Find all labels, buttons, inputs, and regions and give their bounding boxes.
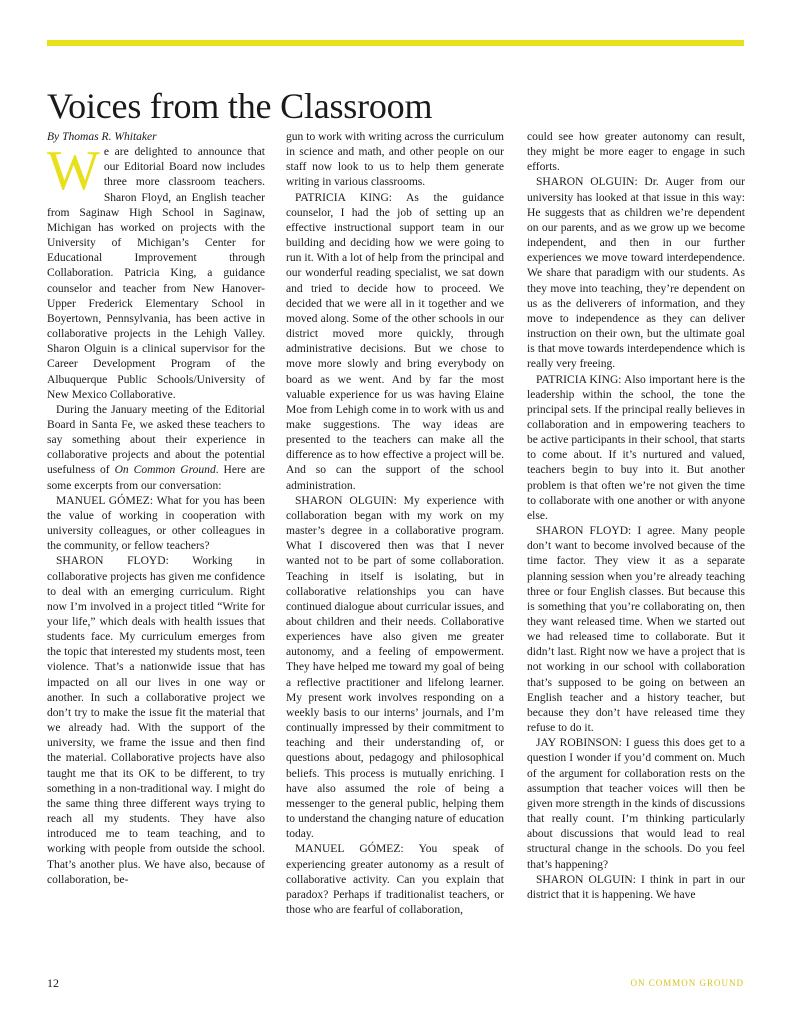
paragraph: could see how greater autonomy can result, they might be more eager to engage in such efforts.: [527, 131, 745, 174]
article-title: Voices from the Classroom: [47, 86, 433, 126]
paragraph-text: . Here are some excerpts from our conversation:: [47, 464, 265, 492]
paragraph-text: During the January meeting of the Editorial Board in Santa Fe, we asked these teachers to say something about their experience in collaborative projects and about the potential usefulness of: [47, 403, 265, 477]
paragraph: [47, 403, 265, 494]
page-number: 12: [47, 976, 59, 990]
article-column-2: [286, 130, 504, 940]
paragraph: SHARON OLGUIN: Dr. Auger from our university has looked at that issue in this way: He suggests that as children we’re dependent on our parents, and as we grow up we become independent, and then in our further experiences we move toward interdependence. We share that paradigm with our students. As they move into teaching, they’re dependent on us as the deliverers of information, and they move to independence as they can deliver instruction on their own, but the ultimate goal is that move towards interdependence which is really very freeing.: [527, 176, 745, 371]
paragraph: PATRICIA KING: Also important here is the leadership within the school, the tone the principal sets. If the principal really believes in collaboration and in empowering teachers to be active participants in their school, that starts to come about. If it’s nurtured and valued, teachers begin to buy into it. But another problem is that often we’re not given the time to collaborate with one another or with anyone else.: [527, 373, 745, 522]
article-column-3: [527, 130, 745, 940]
magazine-name: ON COMMON GROUND: [630, 978, 744, 988]
paragraph: SHARON FLOYD: I agree. Many people don’t want to become involved because of the time factor. They view it as a separate planning session when you’re already teaching three or four English classes. But because this is something that you’re collaborating on, then they want released time. When we started out we had released time to collaborate. But it didn’t last. Right now we have a project that is not working in our school with collaboration that’s supposed to be going on between an English teacher and a history teacher, but because they don’t have released time they refuse to do it.: [527, 525, 745, 735]
paragraph: [47, 140, 265, 403]
byline: By Thomas R. Whitaker: [47, 131, 157, 143]
article-body: [47, 130, 744, 940]
paragraph: gun to work with writing across the curriculum in science and math, and other people on our staff now look to us to help them generate writing in various classrooms.: [286, 131, 504, 189]
paragraph: JAY ROBINSON: I guess this does get to a question I wonder if you’d comment on. Much of the argument for collaboration rests on the assumption that teacher voices will then be given more strength in the kinds of discussions that really count. I’m thinking particularly about discussions that would lead to real structural change in the schools. Do you feel that’s happening?: [527, 737, 745, 871]
paragraph: SHARON FLOYD: Working in collaborative projects has given me confidence to deal with an emerging curriculum. Right now I’m involved in a project titled “Write for your life,” which deals with health issues that students face. My curriculum emerges from the topic that interested my students most, teen violence. That’s a nationwide issue that has impacted on all our lives in one way or another. In such a collaborative project we don’t try to make the issue fit the material that we already had. With the support of the university, we frame the issue and then find the material. Collaborative projects have also taught me that its OK to be different, to try something in a non-traditional way. I might do the same thing three different ways trying to reach all my students. They have also introduced me to team teaching, and to working with people from outside the school. That’s another plus. We have also, because of collaboration, be-: [47, 555, 265, 886]
paragraph: PATRICIA KING: As the guidance counselor, I had the job of setting up an effective instructional support team in our building and deciding how we were going to run it. With a lot of help from the principal and our wonderful reading specialist, we sat down and tried to decide how to proceed. We decided that we were all in it together and we moved along. Some of the other schools in our district moved more quickly, through administrative decisions. But we chose to move more slowly and bring everybody on board as we went. And by far the most valuable experience for us was having Elaine Moe from Lehigh come in to work with us and make suggestions. The way ideas are presented to the teachers can make all the difference as to how effective a project will be. And so can the support of the school administration.: [286, 191, 504, 492]
paragraph: MANUEL GÓMEZ: What for you has been the value of working in cooperation with university colleagues, or other colleagues in the community, or fellow teachers?: [47, 494, 265, 553]
top-accent-rule: [47, 40, 744, 46]
publication-name: On Common Ground: [114, 464, 216, 477]
paragraph: SHARON OLGUIN: My experience with collaboration began with my work on my master’s degree in a collaborative program. What I discovered then was that I never wanted not to be part of some collaboration. Teaching in itself is isolating, but in collaborative relationships you can have continued dialogue about curricular issues, and about children and their needs. Collaborative experiences have also given me greater autonomy, and a feeling of empowerment. They have helped me toward my goal of being a reflective practitioner and lifelong learner. My present work involves responding on a weekly basis to our interns’ journals, and I’m continually impressed by their commitment to teaching and their understanding of, or questions about, pedagogy and philosophical beliefs. This process is mutually enriching. I have also assumed the role of being a messenger to the general public, helping them to understand the changing nature of education today.: [286, 494, 504, 841]
article-column-1: [47, 130, 265, 940]
paragraph-text: e are delighted to announce that our Editorial Board now includes three more classroom teachers. Sharon Floyd, an English teacher from Saginaw High School in Saginaw, Michigan has worked on projects with the University of Michigan’s Center for Educational Improvement through Collaboration. Patricia King, a guidance counselor and teacher from New Hanover-Upper Frederick Elementary School in Boyertown, Pennsylvania, has been active in collaborative projects in the Lehigh Valley. Sharon Olguin is a clinical supervisor for the Career Development Program of the Albuquerque Public Schools/University of New Mexico Collaborative.: [47, 146, 265, 401]
paragraph: SHARON OLGUIN: I think in part in our district that it is happening. We have: [527, 873, 745, 901]
paragraph: MANUEL GÓMEZ: You speak of experiencing greater autonomy as a result of collaborative activity. Can you explain that paradox? Perhaps if traditionalist teachers, or those who are fearful of collaboration,: [286, 843, 504, 916]
drop-cap: W: [47, 140, 100, 203]
